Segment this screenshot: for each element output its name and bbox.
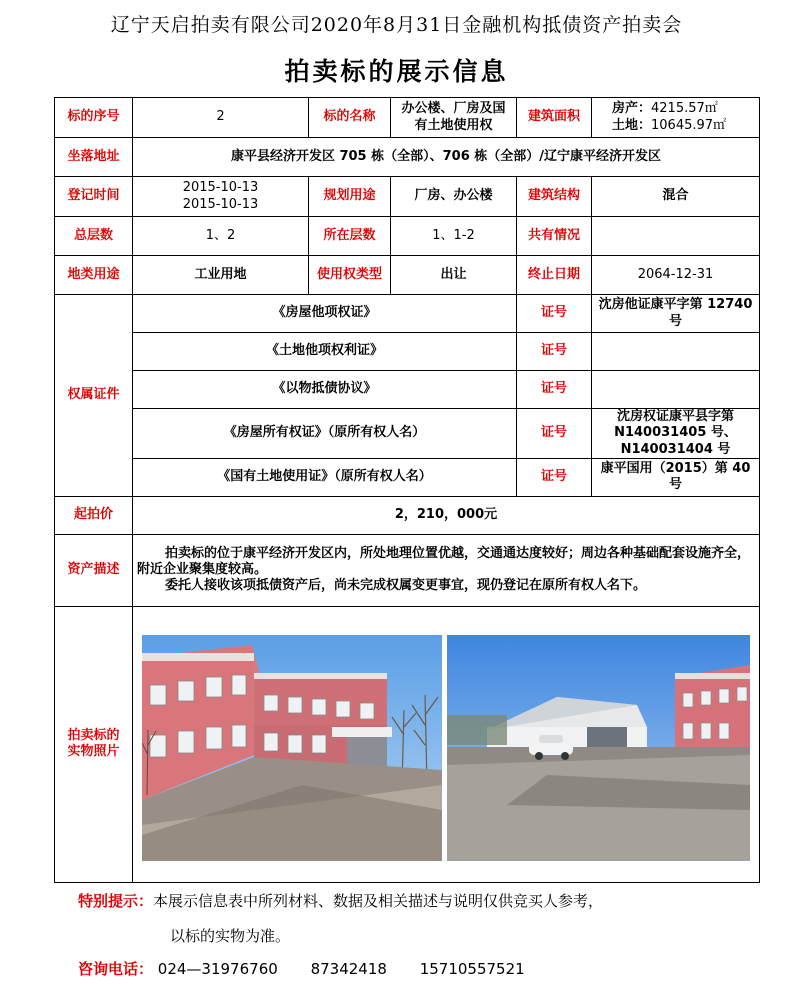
photo-warehouse — [447, 635, 750, 861]
reg-time-1: 2015-10-13 — [182, 180, 259, 196]
cert-number-label: 证号 — [517, 409, 592, 459]
label-serial: 标的序号 — [55, 98, 133, 138]
row-photos — [55, 606, 760, 882]
label-end-date: 终止日期 — [517, 256, 592, 295]
label-structure: 建筑结构 — [517, 177, 592, 217]
label-reg-time: 登记时间 — [55, 177, 133, 217]
photos-cell — [133, 606, 760, 882]
desc-paragraph-1: 拍卖标的位于康平经济开发区内，所处地理位置优越，交通通达度较好；周边各种基础配套设施齐全，附近企业聚集度较高。 — [137, 545, 751, 578]
row-floors — [55, 217, 760, 256]
label-planned-use: 规划用途 — [309, 177, 391, 217]
value-structure: 混合 — [592, 177, 760, 217]
cert-number-label: 证号 — [517, 333, 592, 371]
cert-row — [55, 409, 760, 459]
special-notice — [78, 890, 603, 911]
row-land-use — [55, 256, 760, 295]
value-land-use: 工业用地 — [133, 256, 309, 295]
contact-phone — [78, 958, 553, 979]
value-floor: 1、1-2 — [391, 217, 517, 256]
label-land-use: 地类用途 — [55, 256, 133, 295]
cert-number-label: 证号 — [517, 371, 592, 409]
area-house-label: 房产： — [612, 101, 652, 117]
desc-paragraph-2: 委托人接收该项抵债资产后，尚未完成权属变更事宜，现仍登记在原所有权人名下。 — [165, 578, 647, 594]
phone-number: 87342418 — [310, 960, 387, 978]
cert-number: 沈房权证康平县字第 N140031405 号、N140031404 号 — [592, 409, 760, 459]
row-asset-desc — [55, 534, 760, 606]
row-start-price — [55, 496, 760, 534]
label-floor: 所在层数 — [309, 217, 391, 256]
value-serial: 2 — [133, 98, 309, 138]
value-planned-use: 厂房、办公楼 — [391, 177, 517, 217]
cert-number — [592, 371, 760, 409]
area-land-value: 10645.97㎡ — [651, 117, 727, 133]
label-asset-desc: 资产描述 — [55, 534, 133, 606]
cert-row — [55, 333, 760, 371]
value-end-date: 2064-12-31 — [592, 256, 760, 295]
value-area — [592, 98, 760, 138]
notice-line-1: 本展示信息表中所列材料、数据及相关描述与说明仅供竞买人参考， — [153, 892, 604, 910]
label-location: 坐落地址 — [55, 138, 133, 177]
cert-name: 《以物抵债协议》 — [133, 371, 517, 409]
label-photos-line1: 拍卖标的 — [67, 728, 120, 743]
cert-row — [55, 371, 760, 409]
row-serial — [55, 98, 760, 138]
value-co-owned — [592, 217, 760, 256]
label-photos — [55, 606, 133, 882]
cert-name: 《土地他项权利证》 — [133, 333, 517, 371]
row-location — [55, 138, 760, 177]
label-area: 建筑面积 — [517, 98, 592, 138]
cert-name: 《房屋所有权证》（原所有权人名） — [133, 409, 517, 459]
label-total-floors: 总层数 — [55, 217, 133, 256]
info-table — [54, 97, 760, 883]
phone-number: 15710557521 — [419, 960, 525, 978]
label-start-price: 起拍价 — [55, 496, 133, 534]
cert-number: 沈房他证康平字第 12740 号 — [592, 295, 760, 333]
label-right-type: 使用权类型 — [309, 256, 391, 295]
value-reg-time — [133, 177, 309, 217]
cert-number: 康平国用（2015）第 40 号 — [592, 458, 760, 496]
phone-label: 咨询电话： — [78, 960, 154, 978]
photo-office-building — [142, 635, 442, 861]
cert-row — [55, 458, 760, 496]
label-co-owned: 共有情况 — [517, 217, 592, 256]
value-location: 康平县经济开发区 705 栋（全部）、706 栋（全部）/辽宁康平经济开发区 — [133, 138, 760, 177]
cert-name: 《国有土地使用证》（原所有权人名） — [133, 458, 517, 496]
notice-line-2: 以标的实物为准。 — [170, 927, 291, 945]
cert-number-label: 证号 — [517, 458, 592, 496]
label-photos-line2: 实物照片 — [67, 744, 120, 760]
area-land-label: 土地： — [612, 117, 652, 133]
auction-header: 辽宁天启拍卖有限公司2020年8月31日金融机构抵债资产拍卖会 — [110, 14, 683, 36]
label-certificates: 权属证件 — [55, 295, 133, 497]
page-title: 拍卖标的展示信息 — [284, 57, 509, 86]
row-reg-time — [55, 177, 760, 217]
label-name: 标的名称 — [309, 98, 391, 138]
phone-number: 024—31976760 — [157, 960, 278, 978]
cert-number-label: 证号 — [517, 295, 592, 333]
reg-time-2: 2015-10-13 — [182, 196, 259, 212]
value-asset-desc — [133, 534, 760, 606]
cert-row — [55, 295, 760, 333]
value-name: 办公楼、厂房及国有土地使用权 — [391, 98, 517, 138]
cert-name: 《房屋他项权证》 — [133, 295, 517, 333]
notice-label: 特别提示： — [78, 892, 154, 910]
value-start-price: 2，210，000元 — [133, 496, 760, 534]
area-house-value: 4215.57㎡ — [651, 101, 718, 117]
cert-number — [592, 333, 760, 371]
value-right-type: 出让 — [391, 256, 517, 295]
value-total-floors: 1、2 — [133, 217, 309, 256]
